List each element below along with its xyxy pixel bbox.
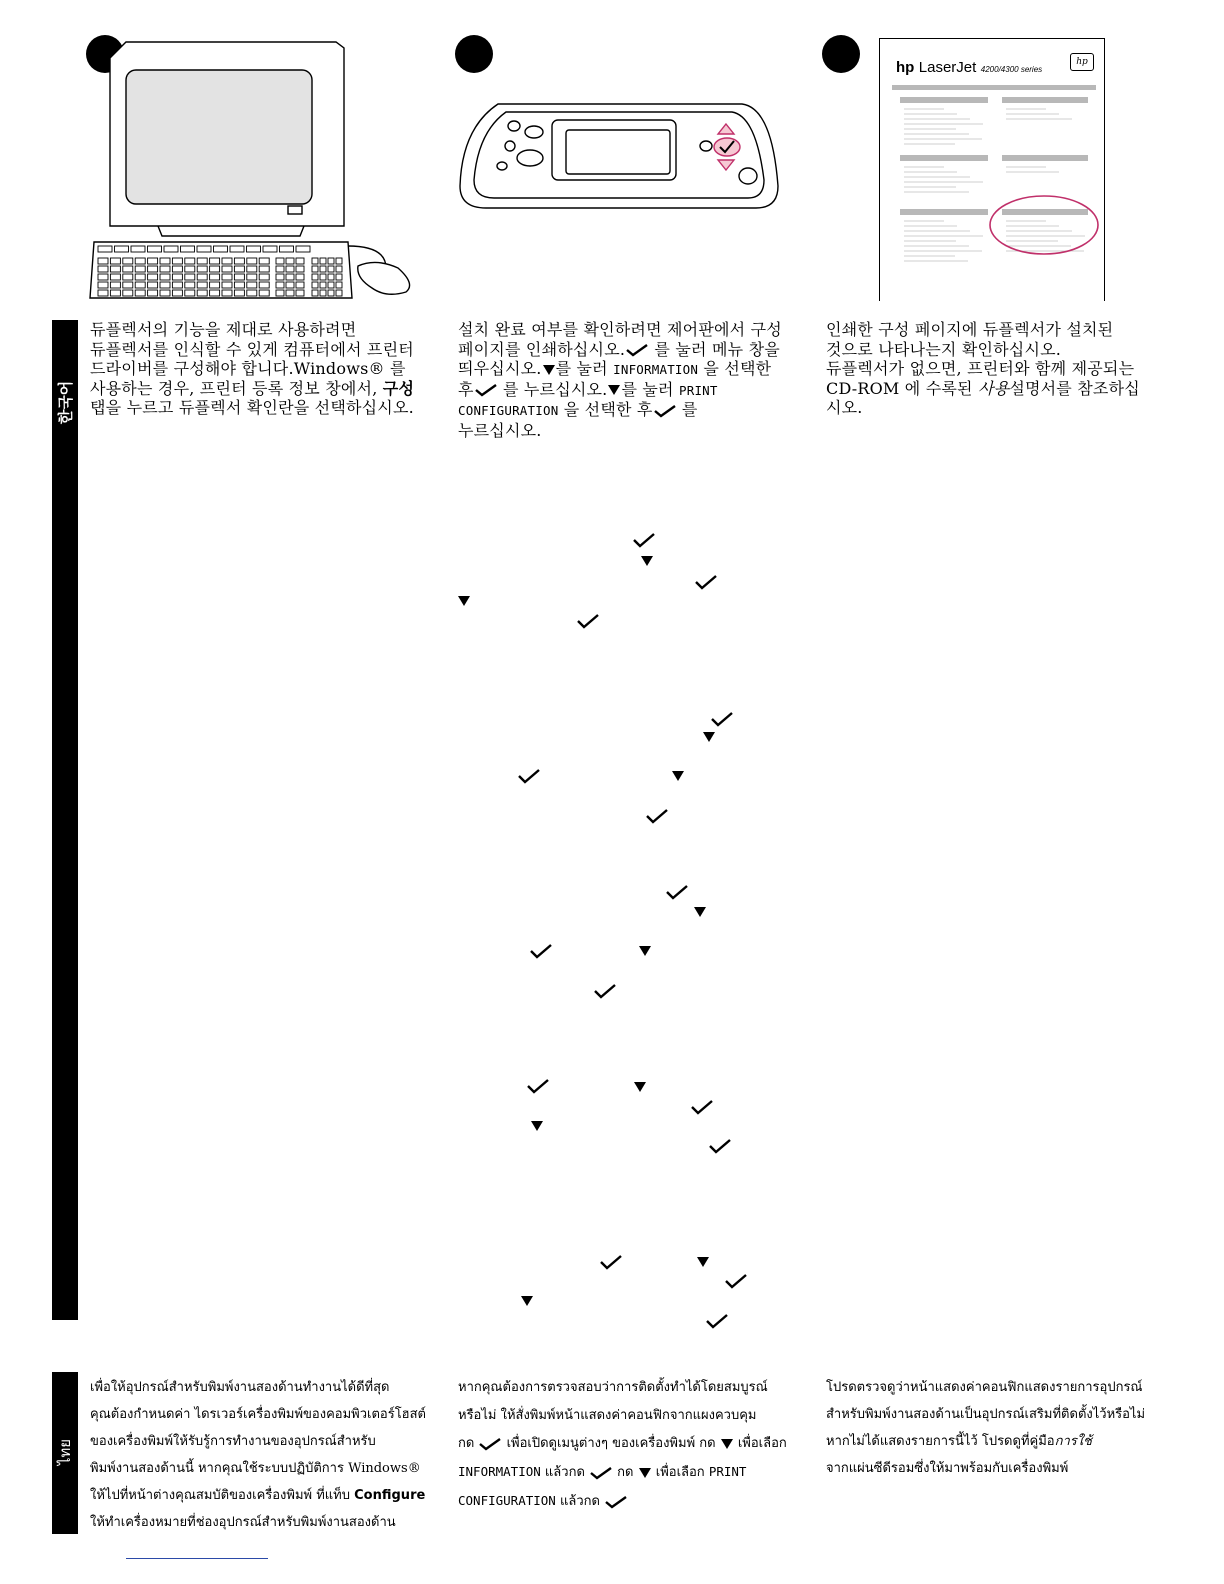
thai-column-2 [458, 1374, 808, 1516]
control-panel-illustration [456, 98, 782, 214]
ko-col3-line: 것으로 나타나는지 확인하십시오. [826, 339, 1062, 359]
ko-col1-line: 탭을 누르고 듀플렉서 확인란을 선택하십시오. [90, 398, 414, 417]
down-arrow-icon [542, 364, 556, 376]
checkmark-icon [710, 711, 734, 727]
down-arrow-icon [720, 1438, 734, 1450]
th-col2-line: เพื่อเลือก [733, 1436, 787, 1451]
th-col2-line: กด [613, 1465, 634, 1480]
ko-col1-line: 듀플렉서의 기능을 제대로 사용하려면 [90, 320, 357, 339]
ko-col2-line: 띄우십시오. [458, 359, 542, 378]
checkmark-icon [705, 1313, 729, 1329]
checkmark-icon [632, 532, 656, 548]
ko-col3-line: 듀플렉서가 없으면, 프린터와 함께 제공되는 [826, 359, 1135, 378]
th-col3-line: จากแผ่นซีดีรอมซึ่งให้มาพร้อมกับเครื่องพิมพ์ [826, 1461, 1069, 1476]
checkmark-icon [645, 808, 669, 824]
th-configuration-menu: CONFIGURATION [458, 1493, 556, 1508]
th-col3-line: โปรดตรวจดูว่าหน้าแสดงค่าคอนฟิกแสดงรายการอุปกรณ์ [826, 1380, 1143, 1395]
checkmark-icon [474, 383, 498, 397]
checkmark-icon [517, 768, 541, 784]
configuration-page [879, 38, 1105, 301]
korean-column-1 [90, 320, 430, 418]
down-arrow-icon [520, 1295, 534, 1307]
language-bar-korean [52, 320, 78, 1320]
checkmark-icon [694, 574, 718, 590]
ko-col2-line: 을 선택한 [698, 359, 772, 378]
th-col2-line: แล้วกด [540, 1465, 590, 1480]
th-col3-line: สำหรับพิมพ์งานสองด้านเป็นอุปกรณ์เสริมที่ติดตั้งไว้หรือไม่ [826, 1407, 1146, 1422]
korean-column-2 [458, 320, 798, 440]
ko-col2-line: 를 누르십시오. [497, 379, 608, 399]
language-label-thai: ไทย [56, 1438, 74, 1466]
footer-rule [126, 1558, 268, 1559]
down-arrow-icon [671, 770, 685, 782]
th-print-menu: PRINT [708, 1464, 747, 1479]
th-information-menu: INFORMATION [458, 1464, 541, 1479]
ko-information-menu: INFORMATION [613, 362, 699, 377]
down-arrow-icon [530, 1120, 544, 1132]
ko-col3-line: 인쇄한 구성 페이지에 듀플렉서가 설치된 [826, 320, 1114, 339]
th-col1-line: คุณต้องกำหนดค่า ไดรเวอร์เครื่องพิมพ์ของคอมพิวเตอร์โฮสต์ [90, 1407, 426, 1422]
down-arrow-icon [640, 555, 654, 567]
th-col1-line: ให้ทำเครื่องหมายที่ช่องอุปกรณ์สำหรับพิมพ์งานสองด้าน [90, 1515, 396, 1530]
checkmark-icon [665, 884, 689, 900]
thai-column-1 [90, 1374, 440, 1536]
th-col2-line: กด [458, 1436, 475, 1451]
checkmark-icon [625, 343, 649, 357]
down-arrow-icon [607, 384, 621, 396]
ko-col2-line: 을 선택한 후 [558, 400, 653, 419]
th-col3-line: หากไม่ได้แสดงรายการนี้ไว้ โปรดดูที่คู่มือ [826, 1434, 1055, 1449]
ko-col3-line: 설명서를 참조하십 [1009, 378, 1140, 398]
checkmark-icon [478, 1437, 502, 1451]
ko-user-guide-title: 사용 [978, 378, 1010, 398]
down-arrow-icon [696, 1256, 710, 1268]
computer-illustration [86, 36, 416, 302]
ko-configure-tab-label: 구성 [382, 378, 415, 398]
checkmark-icon [589, 1466, 613, 1480]
checkmark-icon [529, 943, 553, 959]
th-col1-line: ของเครื่องพิมพ์ให้รับรู้การทำงานของอุปกรณ์สำหรับ [90, 1434, 376, 1449]
checkmark-icon [653, 404, 677, 418]
ko-col2-line: 후 [458, 379, 474, 399]
ko-configuration-menu: CONFIGURATION [458, 403, 559, 418]
th-col1-line: พิมพ์งานสองด้านนี้ หากคุณใช้ระบบปฏิบัติการ Windows® [90, 1461, 421, 1476]
checkmark-icon [604, 1495, 628, 1509]
down-arrow-icon [457, 595, 471, 607]
ko-col2-line: 를 눌러 메뉴 창을 [649, 339, 780, 359]
checkmark-icon [576, 613, 600, 629]
th-col2-line: หากคุณต้องการตรวจสอบว่าการติดตั้งทำได้โดยสมบูรณ์ [458, 1380, 768, 1395]
ko-col2-line: 설치 완료 여부를 확인하려면 제어판에서 구성 [458, 320, 782, 339]
checkmark-icon [526, 1078, 550, 1094]
ko-col3-line: CD-ROM 에 수록된 [826, 378, 979, 398]
ko-col2-line: 를 눌러 [621, 379, 679, 399]
config-product-name: LaserJet [918, 59, 977, 76]
checkmark-icon [690, 1099, 714, 1115]
hp-logo-icon: hp [1070, 53, 1094, 71]
ko-col1-line: 드라이버를 구성해야 합니다.Windows® 를 [90, 359, 406, 378]
checkmark-icon [724, 1273, 748, 1289]
config-hp-brand: hp [896, 59, 915, 76]
korean-column-3 [826, 320, 1166, 418]
step-3-marker [822, 35, 860, 73]
checkmark-icon [599, 1254, 623, 1270]
th-col2-line: เพื่อเลือก [651, 1465, 709, 1480]
th-configure-tab-label: Configure [354, 1488, 426, 1503]
ko-col2-line: 를 [676, 400, 698, 419]
th-col1-line: ให้ไปที่หน้าต่างคุณสมบัติของเครื่องพิมพ์ ที่แท็บ [90, 1488, 355, 1503]
th-col1-line: เพื่อให้อุปกรณ์สำหรับพิมพ์งานสองด้านทำงานได้ดีที่สุด [90, 1380, 390, 1395]
th-col2-line: แล้วกด [555, 1494, 600, 1509]
th-col2-line: หรือไม่ ให้สั่งพิมพ์หน้าแสดงค่าคอนฟิกจากแผงควบคุม [458, 1408, 757, 1423]
down-arrow-icon [638, 1467, 652, 1479]
down-arrow-icon [638, 945, 652, 957]
config-series: 4200/4300 series [980, 65, 1043, 74]
ko-col2-line: 누르십시오. [458, 420, 542, 440]
th-col2-line: เพื่อเปิดดูเมนูต่างๆ ของเครื่องพิมพ์ กด [502, 1436, 716, 1451]
step-2-marker [455, 35, 493, 73]
ko-col3-line: 시오. [826, 398, 863, 417]
ko-col1-line: 듀플렉서를 인식할 수 있게 컴퓨터에서 프린터 [90, 339, 414, 359]
ko-col2-line: 를 눌러 [555, 359, 614, 378]
ko-print-menu: PRINT [679, 382, 718, 398]
th-user-guide-title: การใช้ [1054, 1434, 1092, 1449]
ko-col1-line: 사용하는 경우, 프린터 등록 정보 창에서, [90, 378, 383, 398]
down-arrow-icon [693, 906, 707, 918]
down-arrow-icon [702, 731, 716, 743]
checkmark-icon [708, 1138, 732, 1154]
ko-col2-line: 페이지를 인쇄하십시오. [458, 339, 626, 359]
checkmark-icon [593, 983, 617, 999]
down-arrow-icon [633, 1081, 647, 1093]
language-label-korean: 한국어 [56, 380, 75, 425]
thai-column-3 [826, 1374, 1176, 1482]
